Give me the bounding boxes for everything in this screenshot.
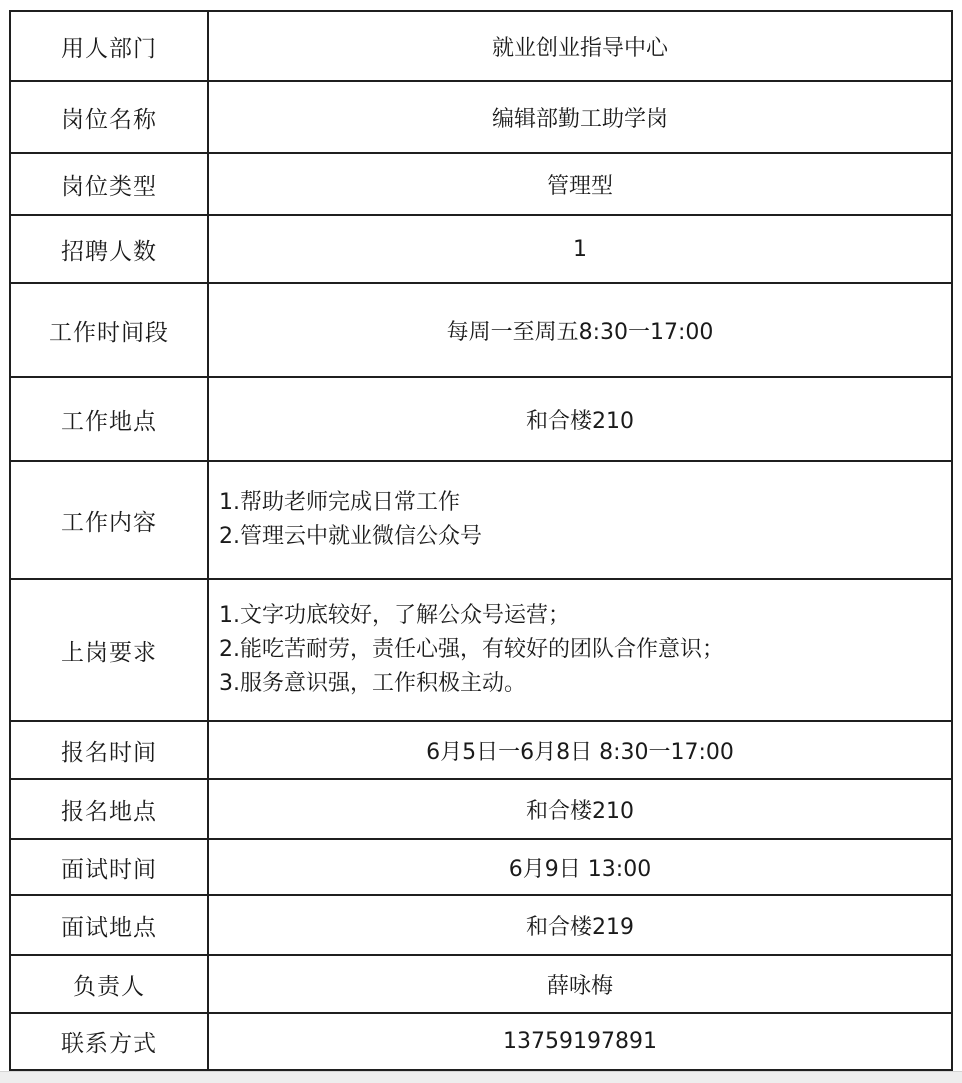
row-label: 报名时间 — [10, 721, 208, 779]
row-label: 招聘人数 — [10, 215, 208, 283]
row-label: 面试时间 — [10, 839, 208, 895]
job-posting-table — [9, 10, 953, 1071]
row-value: 和合楼210 — [208, 377, 952, 461]
table-row — [10, 283, 952, 377]
row-label: 岗位名称 — [10, 81, 208, 153]
row-value: 薛咏梅 — [208, 955, 952, 1013]
table-row — [10, 955, 952, 1013]
row-value: 6月5日一6月8日 8:30一17:00 — [208, 721, 952, 779]
row-label: 岗位类型 — [10, 153, 208, 215]
row-label: 联系方式 — [10, 1013, 208, 1070]
row-value: 13759197891 — [208, 1013, 952, 1070]
table-row — [10, 11, 952, 81]
table-row — [10, 215, 952, 283]
row-value: 6月9日 13:00 — [208, 839, 952, 895]
row-value: 就业创业指导中心 — [208, 11, 952, 81]
row-value: 和合楼219 — [208, 895, 952, 955]
table-row — [10, 721, 952, 779]
table-row — [10, 839, 952, 895]
list-item: 1.帮助老师完成日常工作 — [219, 490, 460, 515]
row-label: 工作内容 — [10, 461, 208, 579]
row-value: 编辑部勤工助学岗 — [208, 81, 952, 153]
row-label: 面试地点 — [10, 895, 208, 955]
table-row — [10, 81, 952, 153]
row-label: 用人部门 — [10, 11, 208, 81]
table-row — [10, 895, 952, 955]
row-value-multiline — [208, 579, 952, 721]
row-label: 工作地点 — [10, 377, 208, 461]
table-row — [10, 377, 952, 461]
row-label: 上岗要求 — [10, 579, 208, 721]
row-value: 管理型 — [208, 153, 952, 215]
list-item: 1.文字功底较好，了解公众号运营； — [219, 603, 570, 628]
row-label: 工作时间段 — [10, 283, 208, 377]
table-row — [10, 779, 952, 839]
row-value: 每周一至周五8:30一17:00 — [208, 283, 952, 377]
table-row — [10, 1013, 952, 1070]
list-item: 2.能吃苦耐劳，责任心强，有较好的团队合作意识； — [219, 637, 724, 662]
table-row — [10, 579, 952, 721]
list-item: 3.服务意识强，工作积极主动。 — [219, 671, 526, 696]
row-label: 报名地点 — [10, 779, 208, 839]
table-row — [10, 461, 952, 579]
table-row — [10, 153, 952, 215]
row-value: 1 — [208, 215, 952, 283]
row-value-multiline — [208, 461, 952, 579]
page-bottom-edge — [0, 1071, 962, 1083]
row-value: 和合楼210 — [208, 779, 952, 839]
list-item: 2.管理云中就业微信公众号 — [219, 524, 482, 549]
row-label: 负责人 — [10, 955, 208, 1013]
